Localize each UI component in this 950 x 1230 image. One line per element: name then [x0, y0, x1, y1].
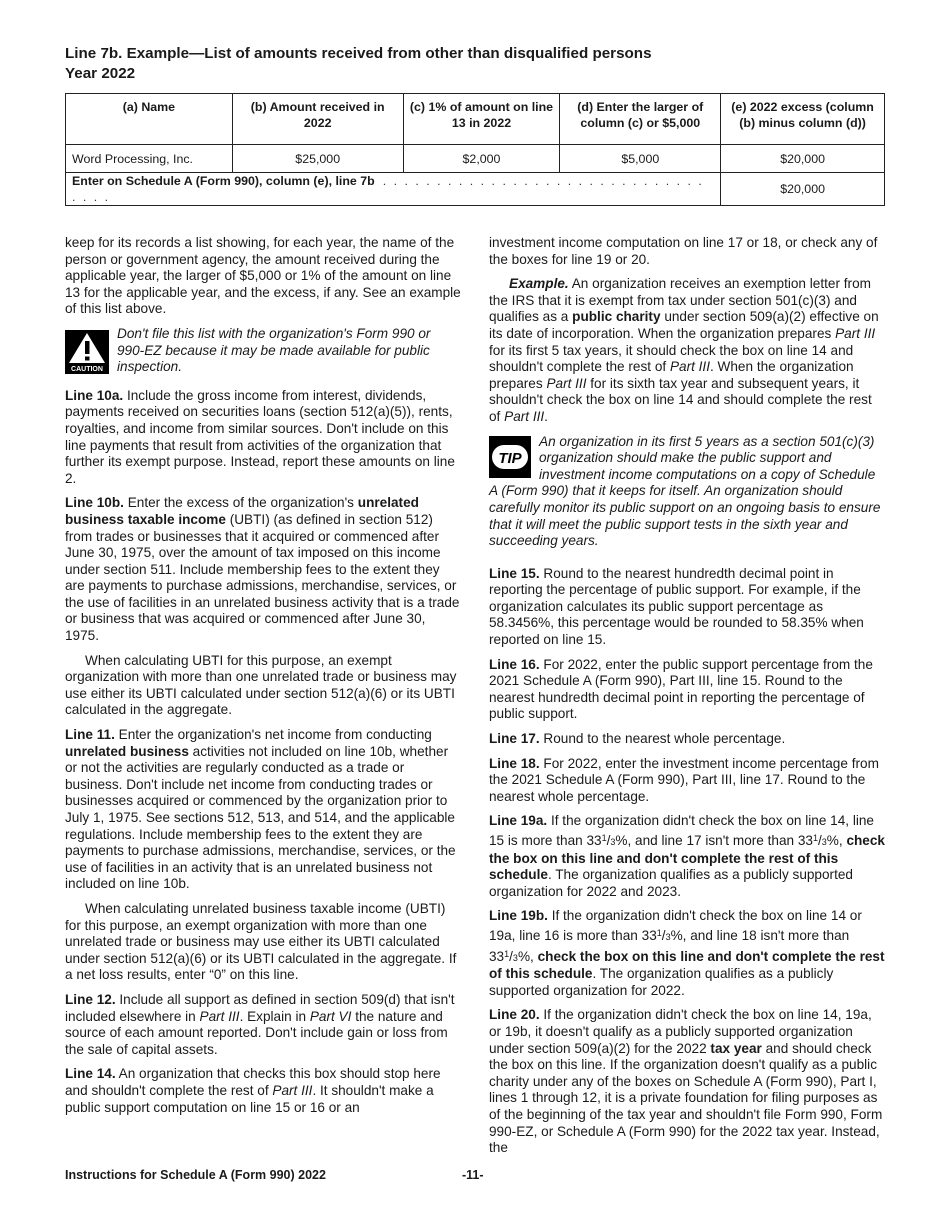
example-text-6: . [544, 408, 548, 424]
line-10b-paragraph [65, 495, 461, 644]
line-12-italic-2: Part VI [309, 1008, 352, 1024]
tip-label: TIP [498, 449, 522, 467]
example-year: Year 2022 [65, 65, 136, 82]
fraction-numerator: 1 [812, 833, 818, 843]
fraction-denominator: 3 [512, 952, 518, 963]
line-19a-text-4: . The organization qualifies as a publicly supported organization for 2022 and 2023. [489, 867, 853, 899]
fraction-numerator: 1 [656, 927, 662, 938]
example-paragraph [489, 276, 885, 425]
line-19b-heading: Line 19b. [489, 908, 548, 924]
example-table [65, 93, 885, 206]
example-italic-4: Part III [504, 408, 545, 424]
cell-name: Word Processing, Inc. [66, 145, 233, 173]
line-11-bold: unrelated business [65, 743, 189, 759]
tip-note [489, 434, 885, 550]
tip-text: An organization in its first 5 years as a section 501(c)(3) organization should make the public support and investment income computations on a copy of Schedule A (Form 990) that it keeps for itself. An organization should carefully monitor its public support on an ongoing basis to ensure that it will meet the public support tests in the sixth year and succeeding years. [489, 433, 881, 549]
cell-larger: $5,000 [560, 145, 721, 173]
line-12-italic: Part III [199, 1008, 240, 1024]
line-19b-paragraph: Line 19b. If the organization didn't check the box on line 14 or 19a, line 16 is more than $33^1/3\%$, and line 18 isn't more than $33^1/3\%$, check the box on this line and don't complete the rest of this schedule. The organization qualifies as a publicly supported organization for 2022. [489, 908, 885, 998]
table-total-row [66, 173, 885, 206]
line-19a-text-3: %, [826, 833, 843, 848]
line-17-paragraph [489, 731, 885, 748]
line-10b-paragraph-2: When calculating UBTI for this purpose, an exempt organization with more than one unrelated trade or business may use either its UBTI calculated under section 512(a)(6) or its UBTI calculated in the aggregate. [65, 652, 457, 718]
line-20-bold: tax year [710, 1040, 762, 1056]
intro-paragraph: keep for its records a list showing, for each year, the name of the person or government agency, the amount received during the applicable year, the larger of $5,000 or 1% of the amount on line 13 for the applicable year, and the excess, if any. See an example of this list above. [65, 235, 461, 317]
caution-label: CAUTION [71, 365, 103, 373]
line-19b-bold: check the box on this line and don't complete the rest of this schedule [489, 948, 885, 982]
line-18-paragraph [489, 756, 885, 806]
cell-amount: $25,000 [232, 145, 403, 173]
fraction-numerator: 1 [601, 833, 607, 843]
total-label: Enter on Schedule A (Form 990), column (e), line 7b [72, 174, 375, 188]
line-19a-heading: Line 19a. [489, 813, 548, 829]
example-text-3: for its first 5 tax years, it should check the box on line 14 and shouldn't complete the rest of [489, 342, 854, 375]
line-14-continued: investment income computation on line 17 or 18, or check any of the boxes for line 19 or 20. [489, 235, 878, 267]
line-17-text: Round to the nearest whole percentage. [543, 731, 786, 747]
line-14-text: An organization that checks this box should stop here and shouldn't complete the rest of [65, 1066, 441, 1098]
header-excess: (e) 2022 excess (column (b) minus column (d)) [721, 94, 885, 145]
line-10b-heading: Line 10b. [65, 495, 124, 511]
header-one-percent: (c) 1% of amount on line 13 in 2022 [403, 94, 560, 145]
line-10b-text-2: (UBTI) (as defined in section 512) from trades or businesses that it acquired or commenced after June 30, 1975, over the amount of tax imposed on this income under section 511. Include membership fees to the extent they are payments to purchase admissions, merchandise, services, or the use of facilities in an unrelated business activity that is a trade or business that was acquired or commenced after June 30, 1975. [65, 511, 460, 644]
page-number: -11- [462, 1168, 484, 1182]
line-10b-bold: unrelated business taxable income [65, 495, 419, 527]
caution-note [65, 326, 461, 376]
line-19b-text-2: %, and line 18 isn't more than 33 [489, 927, 850, 964]
line-18-heading: Line 18. [489, 755, 540, 771]
cell-one-percent: $2,000 [403, 145, 560, 173]
cell-excess: $20,000 [721, 145, 885, 173]
dot-leader: . . . . . . . . . . . . . . . . . . . . . . . . . . . . . . . . . . [72, 174, 704, 204]
example-text-5: for its sixth tax year and subsequent years, it shouldn't check the box on line 14 and should complete the rest of [489, 375, 872, 424]
table-header-row [66, 94, 885, 145]
line-12-paragraph [65, 992, 461, 1058]
line-15-paragraph [489, 566, 885, 649]
line-15-heading: Line 15. [489, 565, 540, 581]
line-20-paragraph [489, 1007, 885, 1156]
line-12-heading: Line 12. [65, 991, 116, 1007]
line-11-paragraph [65, 727, 461, 893]
fraction-denominator: 3 [610, 837, 616, 847]
line-12-text-3: the nature and source of each amount reported. Don't include gain or loss from the sale of capital assets. [65, 1008, 448, 1057]
line-19b-text-4: . The organization qualifies as a publicly supported organization for 2022. [489, 966, 834, 998]
example-text: An organization receives an exemption letter from the IRS that it is exempt from tax under section 501(c)(3) and qualifies as a [489, 276, 871, 325]
line-11-text: Enter the organization's net income from conducting [118, 727, 432, 743]
left-column [65, 235, 461, 1124]
line-19a-paragraph: Line 19a. If the organization didn't check the box on line 14, line 15 is more than $33^1/3\%$, and line 17 isn't more than $33^1/3\%$, check the box on this line and don't complete the rest of this schedule. The organization qualifies as a publicly supported organization for 2022 and 2023. [489, 813, 885, 899]
line-10a-heading: Line 10a. [65, 387, 124, 403]
total-value: $20,000 [721, 173, 885, 206]
line-19b-text-3: %, [517, 948, 534, 964]
line-16-paragraph [489, 657, 885, 723]
line-15-text: Round to the nearest hundredth decimal point in reporting the percentage of public support. For example, if the organization calculates its public support percentage as 58.3456%, this percentage would be rounded to 58.35% when reported on line 15. [489, 565, 864, 648]
line-19a-text-2: %, and line 17 isn't more than 33 [615, 833, 813, 848]
line-12-text: Include all support as defined in section 509(d) that isn't included elsewhere in [65, 991, 455, 1024]
header-amount: (b) Amount received in 2022 [232, 94, 403, 145]
line-11-heading: Line 11. [65, 727, 115, 743]
tip-icon [489, 436, 531, 478]
total-label-cell [66, 173, 721, 206]
header-larger: (d) Enter the larger of column (c) or $5,000 [560, 94, 721, 145]
line-11-text-2: activities not included on line 10b, whether or not the activities are regularly conducted as a trade or business. Don't include net income from conducting trades or businesses acquired or commenced by the organization prior to July 1, 1975. See sections 512, 513, and 514, and the applicable regulations. Include membership fees to the extent they are payments to purchase admissions, merchandise, services, or the use of facilities in an activity that is an unrelated business not included on line 10b. [65, 743, 456, 892]
line-14-heading: Line 14. [65, 1066, 116, 1082]
line-16-text: For 2022, enter the public support percentage from the 2021 Schedule A (Form 990), Part III, line 15. Round to the nearest hundredth decimal point in reporting the percentage of public support. [489, 656, 873, 722]
line-12-text-2: . Explain in [239, 1008, 307, 1024]
line-14-italic: Part III [272, 1082, 313, 1098]
fraction-denominator: 3 [821, 837, 827, 847]
line-20-heading: Line 20. [489, 1007, 540, 1023]
line-19b-text: If the organization didn't check the box on line 14 or 19a, line 16 is more than 33 [489, 908, 862, 943]
caution-text: Don't file this list with the organization's Form 990 or 990-EZ because it may be made available for public inspection. [117, 325, 431, 375]
line-16-heading: Line 16. [489, 656, 540, 672]
fraction-numerator: 1 [504, 948, 510, 959]
line-14-text-2: . It shouldn't make a public support computation on line 15 or 16 or an [65, 1082, 434, 1115]
example-text-2: under section 509(a)(2) effective on its date of incorporation. When the organization prepares [489, 309, 879, 341]
right-column [489, 235, 885, 1165]
line-20-text: If the organization didn't check the box on line 14, 19a, or 19b, it doesn't qualify as a publicly supported organization under section 509(a)(2) for the 2022 [489, 1007, 872, 1056]
example-italic-3: Part III [546, 375, 587, 391]
line-17-heading: Line 17. [489, 731, 540, 747]
line-10a-text: Include the gross income from interest, dividends, payments received on securities loans (section 512(a)(5)), rents, royalties, and income from similar sources. Don't include on this line payments that result from activities of the organization that further its exempt purpose. Instead, report these amounts on line 2. [65, 387, 455, 486]
example-title: Line 7b. Example—List of amounts received from other than disqualified persons [65, 45, 652, 62]
line-14-paragraph [65, 1066, 461, 1116]
header-name: (a) Name [66, 94, 233, 145]
line-19a-text: If the organization didn't check the box on line 14, line 15 is more than 33 [489, 813, 874, 848]
example-heading: Example. [509, 276, 569, 292]
line-10a-paragraph [65, 388, 461, 488]
line-18-text: For 2022, enter the investment income percentage from the 2021 Schedule A (Form 990), Part III, line 17. Round to the nearest whole percentage. [489, 755, 879, 804]
example-italic-2: Part III [669, 359, 710, 375]
example-bold: public charity [572, 309, 661, 325]
footer-title: Instructions for Schedule A (Form 990) 2022 [65, 1168, 326, 1182]
line-20-text-2: and should check the box on this line. If the organization doesn't qualify as a public charity under any of the boxes on Schedule A (Form 990), Part I, lines 1 through 12, it is a private foundation for filing purposes as of the beginning of the tax year and shouldn't file Form 990, Form 990-EZ, or Schedule A (Form 990) for the 2022 tax year. Instead, the [489, 1040, 883, 1156]
line-19a-bold: check the box on this line and don't complete the rest of this schedule [489, 833, 885, 883]
line-10b-text: Enter the excess of the organization's [127, 495, 354, 511]
example-italic: Part III [835, 325, 876, 341]
caution-icon [65, 330, 109, 374]
fraction-denominator: 3 [665, 931, 671, 942]
table-row [66, 145, 885, 173]
example-text-4: . When the organization prepares [489, 359, 854, 391]
line-11-paragraph-2: When calculating unrelated business taxable income (UBTI) for this purpose, an exempt organization with more than one unrelated trade or business may use either its UBTI calculated under section 512(a)(6) or its UBTI calculated in the aggregate. If a net loss results, enter “0” on this line. [65, 900, 457, 983]
